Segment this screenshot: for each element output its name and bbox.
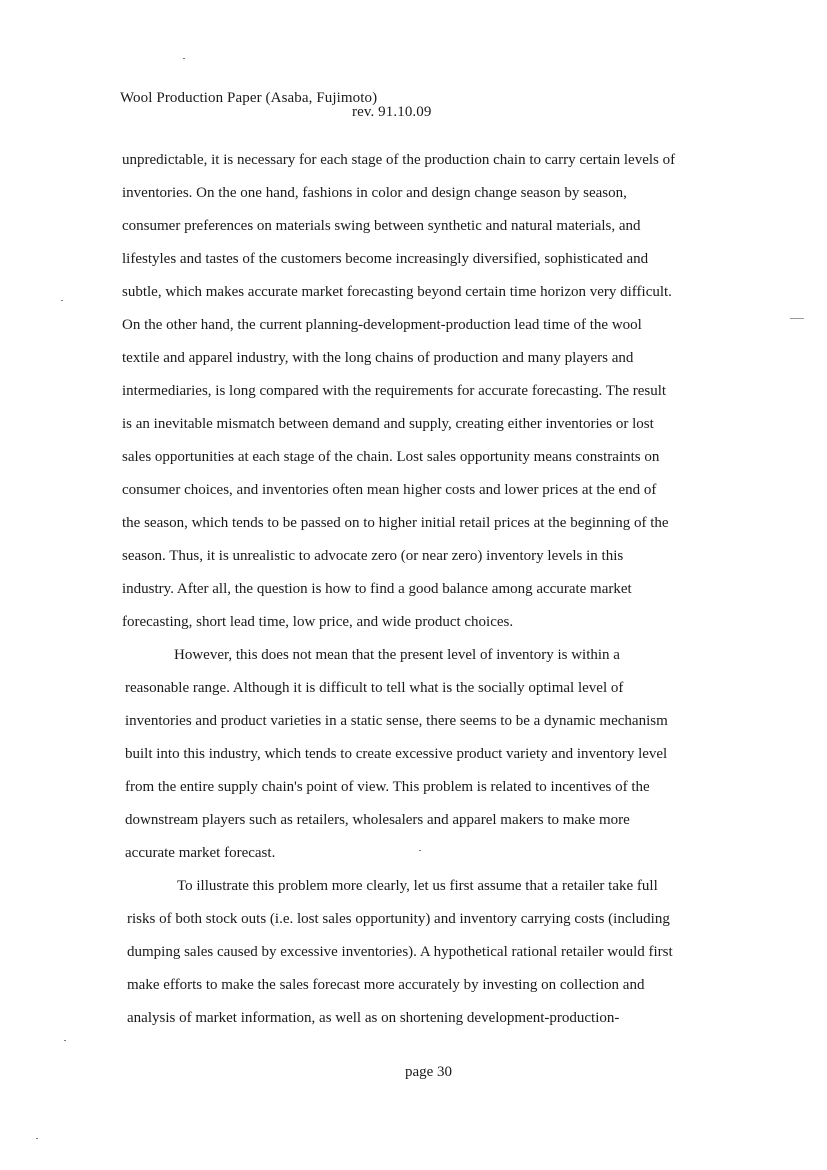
text-line: textile and apparel industry, with the long chains of production and many players and (122, 350, 634, 366)
text-line: reasonable range. Although it is difficult to tell what is the socially optimal level of (125, 680, 624, 696)
scan-speck (790, 318, 804, 319)
scan-speck (64, 1040, 66, 1041)
text-line: To illustrate this problem more clearly, let us first assume that a retailer take full (177, 878, 658, 894)
text-line: analysis of market information, as well as on shortening development-production- (127, 1010, 620, 1026)
page-number-label: page 30 (404, 1064, 453, 1080)
text-line: season. Thus, it is unrealistic to advocate zero (or near zero) inventory levels in this (122, 548, 624, 564)
text-line: dumping sales caused by excessive inventories). A hypothetical rational retailer would first (127, 944, 673, 960)
text-line: However, this does not mean that the present level of inventory is within a (174, 647, 620, 663)
header-title: Wool Production Paper (Asaba, Fujimoto) (120, 90, 378, 106)
text-line: built into this industry, which tends to create excessive product variety and inventory level (125, 746, 668, 762)
text-line: consumer preferences on materials swing between synthetic and natural materials, and (122, 218, 641, 234)
text-line: On the other hand, the current planning-development-production lead time of the wool (122, 317, 642, 333)
page-number (0, 1062, 827, 1082)
text-line: make efforts to make the sales forecast more accurately by investing on collection and (127, 977, 645, 993)
text-line: sales opportunities at each stage of the chain. Lost sales opportunity means constraints on (122, 449, 660, 465)
text-line: risks of both stock outs (i.e. lost sales opportunity) and inventory carrying costs (including (127, 911, 670, 927)
scan-speck (183, 58, 185, 59)
text-line: the season, which tends to be passed on to higher initial retail prices at the beginning of the (122, 515, 669, 531)
scan-speck (419, 850, 421, 851)
text-line: lifestyles and tastes of the customers become increasingly diversified, sophisticated and (122, 251, 649, 267)
text-line: subtle, which makes accurate market forecasting beyond certain time horizon very difficult. (122, 284, 672, 300)
scan-speck (36, 1138, 38, 1139)
text-line: unpredictable, it is necessary for each stage of the production chain to carry certain levels of (122, 152, 676, 168)
header-revision: rev. 91.10.09 (352, 104, 432, 120)
text-line: downstream players such as retailers, wholesalers and apparel makers to make more (125, 812, 630, 828)
text-line: industry. After all, the question is how to find a good balance among accurate market (122, 581, 632, 597)
text-line: inventories and product varieties in a static sense, there seems to be a dynamic mechanism (125, 713, 668, 729)
text-line: accurate market forecast. (125, 845, 276, 861)
text-line: intermediaries, is long compared with the requirements for accurate forecasting. The result (122, 383, 667, 399)
text-line: forecasting, short lead time, low price, and wide product choices. (122, 614, 514, 630)
scan-speck (61, 300, 63, 301)
text-line: inventories. On the one hand, fashions in color and design change season by season, (122, 185, 627, 201)
text-line: consumer choices, and inventories often mean higher costs and lower prices at the end of (122, 482, 657, 498)
text-line: from the entire supply chain's point of view. This problem is related to incentives of the (125, 779, 650, 795)
text-line: is an inevitable mismatch between demand and supply, creating either inventories or lost (122, 416, 654, 432)
